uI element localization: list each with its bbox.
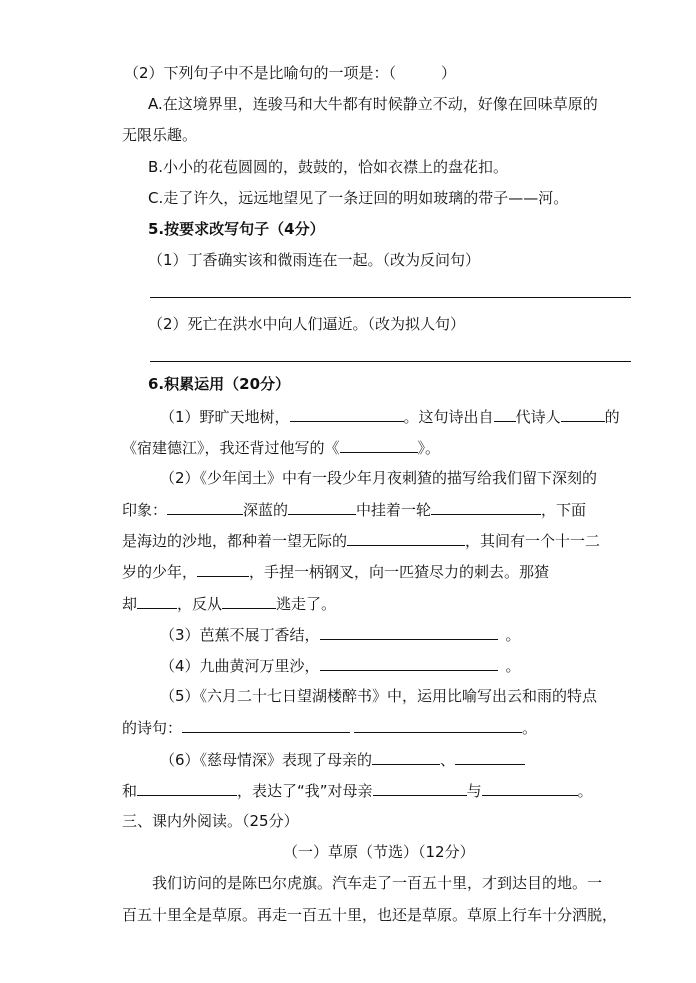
q6-item-2-text-l: 逃走了。 xyxy=(276,595,337,613)
q6-item-4-end: 。 xyxy=(505,657,521,675)
answer-blank[interactable] xyxy=(288,498,356,515)
q6-item-1-text-b: 。这句诗出自 xyxy=(403,408,494,426)
q6-item-6-text-d: ，表达了“我”对母亲 xyxy=(237,782,373,800)
answer-blank[interactable] xyxy=(372,748,440,765)
answer-blank[interactable] xyxy=(182,716,350,733)
q6-item-6-text-f: 。 xyxy=(577,782,593,800)
q6-item-4 xyxy=(160,654,521,677)
answer-blank[interactable] xyxy=(320,623,498,640)
q6-item-3-text: （3）芭蕉不展丁香结， xyxy=(160,626,320,644)
answer-blank[interactable] xyxy=(482,779,578,796)
q6-item-2-line1: （2）《少年闰土》中有一段少年月夜刺猹的描写给我们留下深刻的 xyxy=(160,469,598,487)
q6-item-2-text-k: ，反从 xyxy=(177,595,223,613)
q6-item-1-text-d: 的 xyxy=(604,408,620,426)
q6-item-2-text-g: ，其间有一个十一二 xyxy=(465,532,601,550)
answer-blank[interactable] xyxy=(431,498,541,515)
q6-item-5-end: 。 xyxy=(522,719,538,737)
answer-blank[interactable] xyxy=(347,529,465,546)
answer-blank[interactable] xyxy=(290,405,404,422)
answer-blank[interactable] xyxy=(455,748,525,765)
q6-item-2-text-f: 是海边的沙地，都种着一望无际的 xyxy=(122,532,348,550)
q6-item-2-text-h: 岁的少年， xyxy=(122,563,198,581)
q6-item-6-text-e: 与 xyxy=(466,782,482,800)
q6-item-2-text-i: ，手捏一柄钢叉，向一匹猹尽力的刺去。那猹 xyxy=(249,563,550,581)
q6-item-1-text-e: 《宿建德江》，我还背过他写的《 xyxy=(122,439,340,457)
q4-2-stem: （2）下列句子中不是比喻句的一项是：（ ） xyxy=(124,64,457,82)
q6-item-1-line2 xyxy=(122,436,440,459)
q6-item-4-text: （4）九曲黄河万里沙， xyxy=(160,657,320,675)
q6-item-5-line2 xyxy=(122,716,537,739)
q6-item-6-line2 xyxy=(122,779,593,802)
q4-2-option-a-line2: 无限乐趣。 xyxy=(122,126,198,144)
answer-blank[interactable] xyxy=(561,405,605,422)
q4-2-option-a-line1: A.在这境界里，连骏马和大牛都有时候静立不动，好像在回味草原的 xyxy=(148,95,598,113)
q6-item-2-line3 xyxy=(122,529,600,552)
q6-item-1-text-a: （1）野旷天地树， xyxy=(160,408,290,426)
q6-item-1-line1 xyxy=(160,405,620,428)
q6-item-6-text-a: （6）《慈母情深》表现了母亲的 xyxy=(160,751,373,769)
section-3-subtitle: （一）草原（节选）（12分） xyxy=(283,843,475,861)
q6-item-2-line2 xyxy=(122,498,586,521)
answer-blank[interactable] xyxy=(137,779,237,796)
answer-blank[interactable] xyxy=(320,654,498,671)
q6-item-2-line5 xyxy=(122,592,336,615)
q6-item-5-line1: （5）《六月二十七日望湖楼醉书》中，运用比喻写出云和雨的特点 xyxy=(160,687,598,705)
passage-line-1: 我们访问的是陈巴尔虎旗。汽车走了一百五十里，才到达目的地。一 xyxy=(152,874,603,892)
q6-item-1-text-c: 代诗人 xyxy=(515,408,561,426)
answer-blank[interactable] xyxy=(222,592,276,609)
q6-item-6-text-b: 、 xyxy=(440,751,456,769)
q4-2-option-b: B.小小的花苞圆圆的，鼓鼓的，恰如衣襟上的盘花扣。 xyxy=(148,158,509,176)
answer-blank[interactable] xyxy=(197,560,249,577)
q6-title: 6.积累运用（20分） xyxy=(148,375,291,393)
q6-item-3-end: 。 xyxy=(505,626,521,644)
passage-line-2: 百五十里全是草原。再走一百五十里，也还是草原。草原上行车十分洒脱， xyxy=(122,906,618,924)
q6-item-2-text-d: 中挂着一轮 xyxy=(356,501,432,519)
q5-title: 5.按要求改写句子（4分） xyxy=(148,220,325,238)
q6-item-6-line1 xyxy=(160,748,525,771)
q5-item-1: （1）丁香确实该和微雨连在一起。（改为反问句） xyxy=(148,251,481,269)
q5-answer-line-1 xyxy=(150,297,631,298)
q6-item-5-text-b: 的诗句： xyxy=(122,719,183,737)
answer-blank[interactable] xyxy=(354,716,522,733)
q6-item-2-text-c: 深蓝的 xyxy=(243,501,289,519)
answer-blank[interactable] xyxy=(167,498,243,515)
q6-item-2-line4 xyxy=(122,560,549,583)
section-3-title: 三、课内外阅读。（25分） xyxy=(122,812,299,830)
q6-item-6-text-c: 和 xyxy=(122,782,138,800)
answer-blank[interactable] xyxy=(494,405,516,422)
q6-item-3 xyxy=(160,623,521,646)
q6-item-2-text-j: 却 xyxy=(122,595,138,613)
q4-2-option-c: C.走了许久，远远地望见了一条迂回的明如玻璃的带子——河。 xyxy=(148,189,569,207)
answer-blank[interactable] xyxy=(373,779,467,796)
q5-item-2: （2）死亡在洪水中向人们逼近。（改为拟人句） xyxy=(148,315,466,333)
q6-item-2-text-b: 印象： xyxy=(122,501,168,519)
answer-blank[interactable] xyxy=(137,592,177,609)
q6-item-1-text-f: 》。 xyxy=(417,439,441,457)
answer-blank[interactable] xyxy=(340,436,418,453)
q6-item-2-text-e: ，下面 xyxy=(541,501,587,519)
q5-answer-line-2 xyxy=(150,361,631,362)
